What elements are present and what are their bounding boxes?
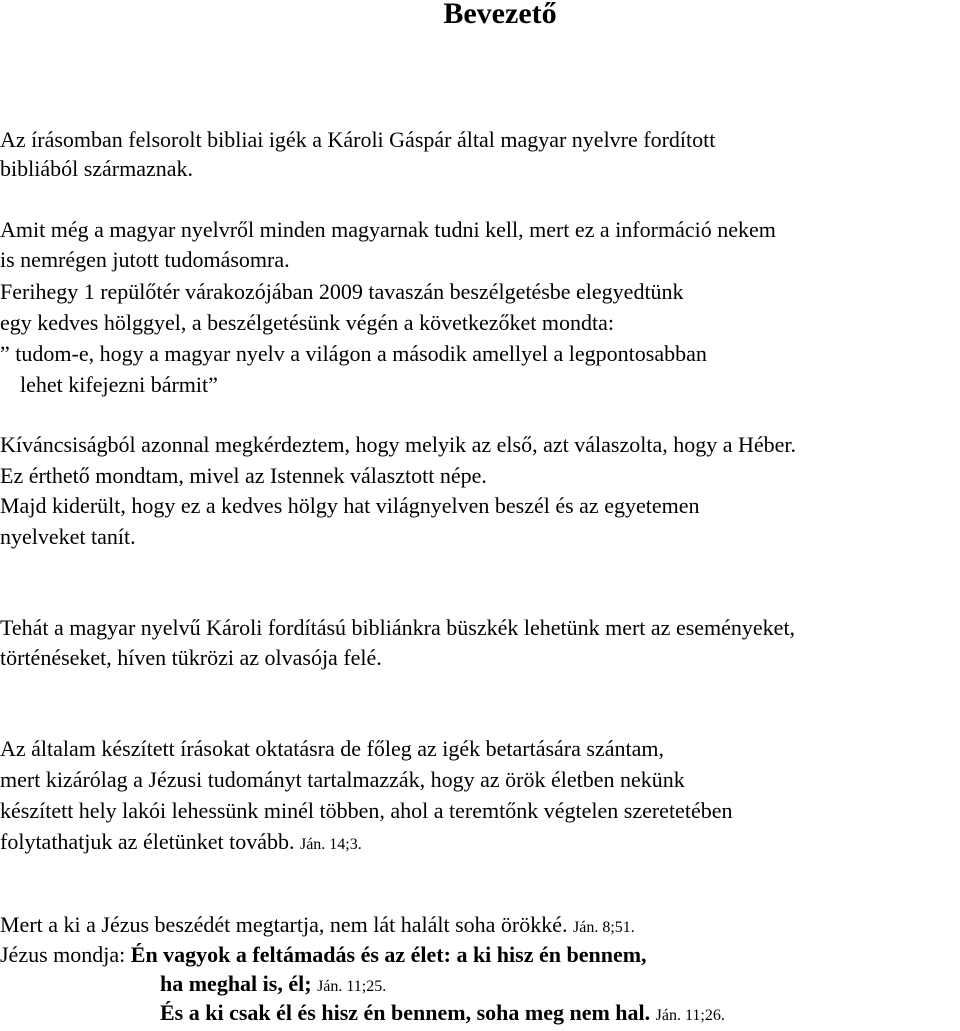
airport-paragraph-line: egy kedves hölggyel, a beszélgetésünk végén a következőket mondta: (0, 310, 614, 335)
karoli-paragraph-line: Tehát a magyar nyelvű Károli fordítású bibliánkra büszkék lehetünk mert az eseményeket, (0, 615, 796, 640)
hebrew-paragraph-line: Ez érthető mondtam, mivel az Istennek választott népe. (0, 463, 487, 488)
intro-paragraph-line: bibliából származnak. (0, 156, 194, 181)
hebrew-paragraph-line: Majd kiderült, hogy ez a kedves hölgy hat világnyelven beszél és az egyetemen (0, 493, 700, 518)
purpose-paragraph-line: Az általam készített írásokat oktatásra de főleg az igék betartására szántam, (0, 736, 664, 761)
hebrew-paragraph-line: nyelveket tanít. (0, 524, 136, 549)
verse-text: Mert a ki a Jézus beszédét megtartja, nem lát halált soha örökké. (0, 912, 568, 937)
language-paragraph-line: Amit még a magyar nyelvről minden magyarnak tudni kell, mert ez a információ nekem (0, 217, 776, 242)
intro-paragraph-line: Az írásomban felsorolt bibliai igék a Károli Gáspár által magyar nyelvre fordított (0, 127, 716, 152)
quote-line: lehet kifejezni bármit” (20, 372, 218, 397)
verse-line (160, 998, 725, 1031)
purpose-paragraph-line: készített hely lakói lehessünk minél többen, ahol a teremtőnk végtelen szeretetében (0, 798, 733, 823)
verse-bold-text: ha meghal is, él; (160, 971, 312, 996)
airport-paragraph-line: Ferihegy 1 repülőtér várakozójában 2009 tavaszán beszélgetésbe elegyedtünk (0, 279, 684, 304)
verse-line (0, 940, 647, 970)
bible-citation: Ján. 11;26. (655, 1007, 725, 1024)
purpose-paragraph-line: mert kizárólag a Jézusi tudományt tartalmazzák, hogy az örök életben nekünk (0, 767, 685, 792)
verse-prefix: Jézus mondja: (0, 942, 126, 967)
hebrew-paragraph-line: Kíváncsiságból azonnal megkérdeztem, hogy melyik az első, azt válaszolta, hogy a Héber. (0, 432, 796, 457)
verse-bold-text: És a ki csak él és hisz én bennem, soha meg nem hal. (160, 1000, 651, 1025)
bible-citation: Ján. 8;51. (573, 919, 635, 936)
bible-citation: Ján. 11;25. (317, 978, 387, 995)
karoli-paragraph-line: történéseket, híven tükrözi az olvasója felé. (0, 645, 382, 670)
verse-bold-text: Én vagyok a feltámadás és az élet: a ki hisz én bennem, (130, 942, 647, 967)
verse-line (0, 910, 635, 943)
page-title: Bevezető (443, 0, 557, 30)
bible-citation: Ján. 14;3. (299, 836, 362, 853)
purpose-text: folytathatjuk az életünket tovább. (0, 829, 295, 854)
language-paragraph-line: is nemrégen jutott tudomásomra. (0, 247, 290, 272)
quote-line: ” tudom-e, hogy a magyar nyelv a világon a második amellyel a legpontosabban (0, 341, 707, 366)
purpose-paragraph-line (0, 827, 362, 860)
